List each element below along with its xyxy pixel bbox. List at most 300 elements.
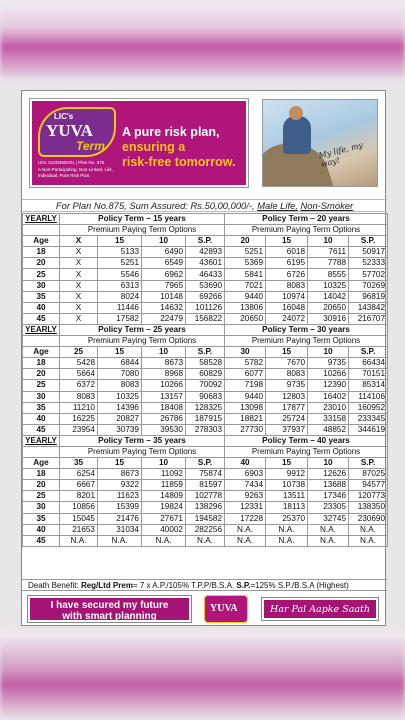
- premium-cell: 9440: [225, 291, 266, 302]
- age-cell: 45: [23, 535, 60, 546]
- column-header-row: [23, 236, 388, 247]
- premium-cell: 282256: [186, 524, 225, 535]
- premium-cell: 278303: [186, 424, 225, 435]
- premium-cell: 10856: [60, 502, 98, 513]
- table-row: [23, 358, 388, 369]
- plan-summary-prefix: For Plan No.875, Sum Assured: Rs.50,00,000/-,: [55, 200, 255, 211]
- premium-cell: N.A.: [225, 524, 266, 535]
- premium-cell: 7965: [142, 280, 186, 291]
- premium-cell: 5664: [60, 369, 98, 380]
- right-ppt-options-label: Premium Paying Term Options: [225, 336, 388, 347]
- premium-cell: 156822: [186, 313, 225, 324]
- premium-cell: N.A.: [349, 524, 388, 535]
- table-row: [23, 469, 388, 480]
- premium-cell: 6077: [225, 369, 266, 380]
- left-ppt-options-label: Premium Paying Term Options: [60, 446, 225, 457]
- premium-table-body: [23, 214, 388, 547]
- left-column-header: X: [60, 236, 98, 247]
- premium-cell: 48852: [308, 424, 349, 435]
- premium-cell: 70092: [186, 380, 225, 391]
- uin-text: UIN: 512N355V01 | Plan No. 875: [38, 160, 105, 165]
- age-cell: 30: [23, 280, 60, 291]
- premium-cell: 6313: [98, 280, 142, 291]
- table-row: [23, 491, 388, 502]
- premium-cell: 12331: [225, 502, 266, 513]
- table-row: [23, 247, 388, 258]
- right-ppt-options-label: Premium Paying Term Options: [225, 446, 388, 457]
- age-cell: 30: [23, 391, 60, 402]
- premium-cell: 37937: [266, 424, 308, 435]
- premium-cell: X: [60, 291, 98, 302]
- left-policy-term-title: Policy Term – 15 years: [60, 214, 225, 225]
- premium-cell: 19824: [142, 502, 186, 513]
- premium-cell: 128325: [186, 402, 225, 413]
- right-column-header: 15: [266, 236, 308, 247]
- table-row: [23, 280, 388, 291]
- premium-cell: 16402: [308, 391, 349, 402]
- premium-cell: 8673: [98, 469, 142, 480]
- table-row: [23, 258, 388, 269]
- premium-cell: 14632: [142, 302, 186, 313]
- har-pal-banner: Har Pal Aapke Saath: [262, 598, 378, 620]
- premium-cell: 70269: [349, 280, 388, 291]
- premium-cell: 9263: [225, 491, 266, 502]
- premium-cell: 138350: [349, 502, 388, 513]
- left-column-header: 15: [98, 236, 142, 247]
- premium-cell: 6195: [266, 258, 308, 269]
- premium-cell: 17877: [266, 402, 308, 413]
- premium-cell: 18408: [142, 402, 186, 413]
- premium-cell: 120773: [349, 491, 388, 502]
- premium-cell: 52333: [349, 258, 388, 269]
- premium-cell: 6549: [142, 258, 186, 269]
- premium-cell: 87025: [349, 469, 388, 480]
- premium-cell: 15045: [60, 513, 98, 524]
- premium-cell: 10325: [98, 391, 142, 402]
- premium-cell: 10148: [142, 291, 186, 302]
- premium-cell: 10974: [266, 291, 308, 302]
- premium-cell: 6372: [60, 380, 98, 391]
- premium-cell: 18821: [225, 413, 266, 424]
- premium-cell: 16048: [266, 302, 308, 313]
- premium-cell: 5782: [225, 358, 266, 369]
- premium-cell: 8201: [60, 491, 98, 502]
- premium-cell: 9440: [225, 391, 266, 402]
- plan-description: A Non-Participating, Non-Linked, Life, Individual, Pure Risk Plan.: [38, 167, 114, 178]
- premium-table: [22, 213, 388, 547]
- premium-cell: 9912: [266, 469, 308, 480]
- sp-label: S.P.: [236, 581, 251, 590]
- death-benefit-line: [22, 579, 387, 591]
- premium-cell: X: [60, 247, 98, 258]
- premium-cell: 17228: [225, 513, 266, 524]
- right-column-header: S.P.: [349, 236, 388, 247]
- premium-cell: 30739: [98, 424, 142, 435]
- column-header-row: [23, 458, 388, 469]
- premium-cell: 46433: [186, 269, 225, 280]
- premium-cell: 85314: [349, 380, 388, 391]
- premium-cell: 7021: [225, 280, 266, 291]
- column-header-row: [23, 347, 388, 358]
- secured-future-banner: [28, 596, 191, 622]
- premium-cell: 50917: [349, 247, 388, 258]
- yuva-mini-logo: [204, 595, 248, 623]
- premium-cell: 39530: [142, 424, 186, 435]
- premium-cell: 57702: [349, 269, 388, 280]
- premium-cell: 8083: [266, 369, 308, 380]
- age-cell: 40: [23, 413, 60, 424]
- premium-cell: 7434: [225, 480, 266, 491]
- premium-cell: 344619: [349, 424, 388, 435]
- climber-head: [289, 106, 303, 120]
- age-header: Age: [23, 236, 60, 247]
- climber-photo: [262, 99, 378, 187]
- premium-cell: 96819: [349, 291, 388, 302]
- tagline-line-2: ensuring a: [122, 140, 186, 154]
- age-cell: 20: [23, 258, 60, 269]
- blank-cell: [23, 336, 60, 347]
- premium-cell: 11092: [142, 469, 186, 480]
- premium-cell: 27730: [225, 424, 266, 435]
- table-row: [23, 524, 388, 535]
- premium-cell: N.A.: [266, 524, 308, 535]
- premium-cell: 11623: [98, 491, 142, 502]
- blurred-background-top: [0, 0, 405, 78]
- premium-cell: 14809: [142, 491, 186, 502]
- premium-cell: 6490: [142, 247, 186, 258]
- age-cell: 25: [23, 491, 60, 502]
- premium-cell: 13688: [308, 480, 349, 491]
- premium-cell: X: [60, 258, 98, 269]
- mini-logo-text: YUVA: [210, 603, 238, 614]
- premium-cell: 5369: [225, 258, 266, 269]
- premium-cell: 10738: [266, 480, 308, 491]
- age-cell: 40: [23, 302, 60, 313]
- premium-cell: 12626: [308, 469, 349, 480]
- premium-cell: 194582: [186, 513, 225, 524]
- photo-caption: My life, my way!: [317, 140, 364, 169]
- logo-yuva-text: YUVA: [46, 121, 93, 140]
- age-cell: 20: [23, 369, 60, 380]
- premium-cell: 5546: [98, 269, 142, 280]
- premium-cell: 33158: [308, 413, 349, 424]
- left-column-header: 10: [142, 236, 186, 247]
- plan-summary-gender: Male Life,: [257, 200, 298, 211]
- premium-cell: 143842: [349, 302, 388, 313]
- left-column-header: S.P.: [186, 458, 225, 469]
- premium-cell: 233345: [349, 413, 388, 424]
- premium-cell: 5428: [60, 358, 98, 369]
- left-column-header: S.P.: [186, 347, 225, 358]
- table-row: [23, 424, 388, 435]
- premium-cell: N.A.: [186, 535, 225, 546]
- premium-cell: 8083: [98, 380, 142, 391]
- premium-cell: 230690: [349, 513, 388, 524]
- premium-cell: 66434: [349, 358, 388, 369]
- premium-cell: 58528: [186, 358, 225, 369]
- premium-cell: 15399: [98, 502, 142, 513]
- table-row: [23, 369, 388, 380]
- premium-cell: 17582: [98, 313, 142, 324]
- premium-cell: 8083: [60, 391, 98, 402]
- age-cell: 45: [23, 313, 60, 324]
- premium-cell: 8673: [142, 358, 186, 369]
- premium-cell: 5251: [98, 258, 142, 269]
- reg-prem-text: = 7 x A.P./105% T.P.P/B.S.A.: [132, 581, 235, 590]
- premium-cell: 27671: [142, 513, 186, 524]
- premium-cell: 10266: [308, 369, 349, 380]
- premium-cell: 114106: [349, 391, 388, 402]
- premium-cell: 81597: [186, 480, 225, 491]
- premium-cell: N.A.: [308, 524, 349, 535]
- age-cell: 18: [23, 358, 60, 369]
- plan-summary-line: [22, 199, 387, 212]
- premium-cell: 14042: [308, 291, 349, 302]
- premium-cell: 8024: [98, 291, 142, 302]
- premium-cell: 12390: [308, 380, 349, 391]
- right-policy-term-title: Policy Term – 20 years: [225, 214, 388, 225]
- premium-cell: 11446: [98, 302, 142, 313]
- table-row: [23, 391, 388, 402]
- left-column-header: 10: [142, 347, 186, 358]
- premium-cell: 12803: [266, 391, 308, 402]
- premium-cell: 22479: [142, 313, 186, 324]
- age-header: Age: [23, 347, 60, 358]
- age-cell: 35: [23, 291, 60, 302]
- premium-cell: N.A.: [225, 535, 266, 546]
- premium-cell: 60829: [186, 369, 225, 380]
- premium-cell: X: [60, 313, 98, 324]
- table-row: [23, 480, 388, 491]
- premium-cell: 18113: [266, 502, 308, 513]
- age-cell: 18: [23, 469, 60, 480]
- age-cell: 30: [23, 502, 60, 513]
- right-policy-term-title: Policy Term – 30 years: [225, 324, 388, 335]
- blank-cell: [23, 446, 60, 457]
- age-cell: 40: [23, 524, 60, 535]
- premium-cell: 13157: [142, 391, 186, 402]
- premium-cell: 6962: [142, 269, 186, 280]
- ppt-options-row: [23, 336, 388, 347]
- premium-cell: 20650: [308, 302, 349, 313]
- premium-cell: X: [60, 280, 98, 291]
- premium-cell: 69266: [186, 291, 225, 302]
- premium-cell: 5133: [98, 247, 142, 258]
- premium-cell: 9735: [266, 380, 308, 391]
- age-cell: 35: [23, 513, 60, 524]
- premium-cell: 94577: [349, 480, 388, 491]
- premium-cell: 9322: [98, 480, 142, 491]
- premium-cell: 42893: [186, 247, 225, 258]
- left-column-header: 10: [142, 458, 186, 469]
- sp-text: =125% S.P./B.S.A (Highest): [250, 581, 349, 590]
- right-column-header: 40: [225, 458, 266, 469]
- premium-cell: 40002: [142, 524, 186, 535]
- right-column-header: 10: [308, 458, 349, 469]
- premium-cell: 138296: [186, 502, 225, 513]
- tagline-line-1: A pure risk plan,: [122, 125, 220, 139]
- premium-cell: 16225: [60, 413, 98, 424]
- right-policy-term-title: Policy Term – 40 years: [225, 435, 388, 446]
- left-column-header: 15: [98, 458, 142, 469]
- advert-tagline: [122, 125, 246, 170]
- premium-cell: 5841: [225, 269, 266, 280]
- premium-cell: 187915: [186, 413, 225, 424]
- premium-cell: 8083: [266, 280, 308, 291]
- blank-cell: [23, 225, 60, 236]
- table-row: [23, 380, 388, 391]
- footer-banner: [22, 593, 387, 625]
- premium-cell: 17346: [308, 491, 349, 502]
- logo-term-text: Term: [76, 139, 105, 153]
- premium-cell: N.A.: [266, 535, 308, 546]
- left-policy-term-title: Policy Term – 25 years: [60, 324, 225, 335]
- premium-cell: 31034: [98, 524, 142, 535]
- left-ppt-options-label: Premium Paying Term Options: [60, 225, 225, 236]
- premium-cell: 7611: [308, 247, 349, 258]
- yuva-term-logo: [38, 107, 116, 157]
- left-ppt-options-label: Premium Paying Term Options: [60, 336, 225, 347]
- age-cell: 45: [23, 424, 60, 435]
- premium-cell: 6018: [266, 247, 308, 258]
- table-row: [23, 413, 388, 424]
- premium-cell: 20650: [225, 313, 266, 324]
- premium-cell: 23010: [308, 402, 349, 413]
- premium-cell: 216707: [349, 313, 388, 324]
- premium-cell: 90683: [186, 391, 225, 402]
- age-cell: 25: [23, 380, 60, 391]
- secured-line-1: I have secured my future: [50, 600, 169, 611]
- premium-cell: 6844: [98, 358, 142, 369]
- section-title-row: [23, 214, 388, 225]
- premium-cell: 25370: [266, 513, 308, 524]
- table-row: [23, 291, 388, 302]
- reg-prem-label: Reg/Ltd Prem: [80, 581, 133, 590]
- ppt-options-row: [23, 225, 388, 236]
- premium-cell: 7080: [98, 369, 142, 380]
- yearly-label: YEARLY: [23, 435, 60, 446]
- premium-cell: 20827: [98, 413, 142, 424]
- premium-cell: N.A.: [60, 535, 98, 546]
- premium-cell: X: [60, 269, 98, 280]
- premium-cell: 14396: [98, 402, 142, 413]
- death-benefit-prefix: Death Benefit:: [28, 581, 79, 590]
- section-title-row: [23, 435, 388, 446]
- premium-cell: 101126: [186, 302, 225, 313]
- left-column-header: S.P.: [186, 236, 225, 247]
- premium-cell: 21653: [60, 524, 98, 535]
- age-header: Age: [23, 458, 60, 469]
- premium-cell: 9735: [308, 358, 349, 369]
- premium-cell: 102778: [186, 491, 225, 502]
- age-cell: 18: [23, 247, 60, 258]
- table-row: [23, 535, 388, 546]
- premium-cell: 23305: [308, 502, 349, 513]
- header-banner: [26, 95, 383, 195]
- premium-cell: 6254: [60, 469, 98, 480]
- premium-cell: 13806: [225, 302, 266, 313]
- section-title-row: [23, 324, 388, 335]
- right-column-header: S.P.: [349, 347, 388, 358]
- premium-cell: N.A.: [349, 535, 388, 546]
- premium-cell: 26786: [142, 413, 186, 424]
- premium-cell: 43601: [186, 258, 225, 269]
- premium-cell: 21476: [98, 513, 142, 524]
- yearly-label: YEARLY: [23, 214, 60, 225]
- premium-cell: 10266: [142, 380, 186, 391]
- yearly-label: YEARLY: [23, 324, 60, 335]
- premium-cell: 13098: [225, 402, 266, 413]
- premium-cell: N.A.: [308, 535, 349, 546]
- right-column-header: 15: [266, 347, 308, 358]
- left-column-header: 35: [60, 458, 98, 469]
- premium-cell: 32745: [308, 513, 349, 524]
- premium-cell: 75874: [186, 469, 225, 480]
- premium-cell: N.A.: [98, 535, 142, 546]
- age-cell: 35: [23, 402, 60, 413]
- premium-cell: 7670: [266, 358, 308, 369]
- premium-cell: 23954: [60, 424, 98, 435]
- premium-cell: 6667: [60, 480, 98, 491]
- premium-cell: X: [60, 302, 98, 313]
- premium-cell: 10325: [308, 280, 349, 291]
- table-row: [23, 513, 388, 524]
- right-column-header: 30: [225, 347, 266, 358]
- yuva-term-advert: [30, 99, 248, 187]
- plan-summary-smoker: Non-Smoker: [300, 200, 354, 211]
- right-column-header: S.P.: [349, 458, 388, 469]
- left-column-header: 15: [98, 347, 142, 358]
- premium-cell: 11859: [142, 480, 186, 491]
- right-column-header: 10: [308, 236, 349, 247]
- premium-cell: 8968: [142, 369, 186, 380]
- age-cell: 20: [23, 480, 60, 491]
- age-cell: 25: [23, 269, 60, 280]
- climber-figure: [283, 116, 311, 154]
- premium-cell: 5251: [225, 247, 266, 258]
- premium-cell: 7788: [308, 258, 349, 269]
- premium-cell: 24072: [266, 313, 308, 324]
- table-row: [23, 502, 388, 513]
- secured-line-2: with smart planning: [62, 611, 157, 622]
- premium-cell: 6903: [225, 469, 266, 480]
- left-column-header: 25: [60, 347, 98, 358]
- premium-cell: N.A.: [142, 535, 186, 546]
- premium-cell: 13511: [266, 491, 308, 502]
- logo-lic-text: LIC's: [54, 112, 74, 121]
- premium-cell: 25724: [266, 413, 308, 424]
- blurred-background-bottom: [0, 632, 405, 720]
- premium-cell: 30916: [308, 313, 349, 324]
- premium-cell: 8555: [308, 269, 349, 280]
- premium-cell: 160952: [349, 402, 388, 413]
- premium-cell: 7198: [225, 380, 266, 391]
- premium-chart-sheet: [21, 90, 386, 626]
- right-ppt-options-label: Premium Paying Term Options: [225, 225, 388, 236]
- right-column-header: 10: [308, 347, 349, 358]
- left-policy-term-title: Policy Term – 35 years: [60, 435, 225, 446]
- premium-cell: 6726: [266, 269, 308, 280]
- premium-cell: 53690: [186, 280, 225, 291]
- premium-cell: 70151: [349, 369, 388, 380]
- table-row: [23, 313, 388, 324]
- premium-cell: 11210: [60, 402, 98, 413]
- right-column-header: 20: [225, 236, 266, 247]
- table-row: [23, 402, 388, 413]
- ppt-options-row: [23, 446, 388, 457]
- table-row: [23, 269, 388, 280]
- right-column-header: 15: [266, 458, 308, 469]
